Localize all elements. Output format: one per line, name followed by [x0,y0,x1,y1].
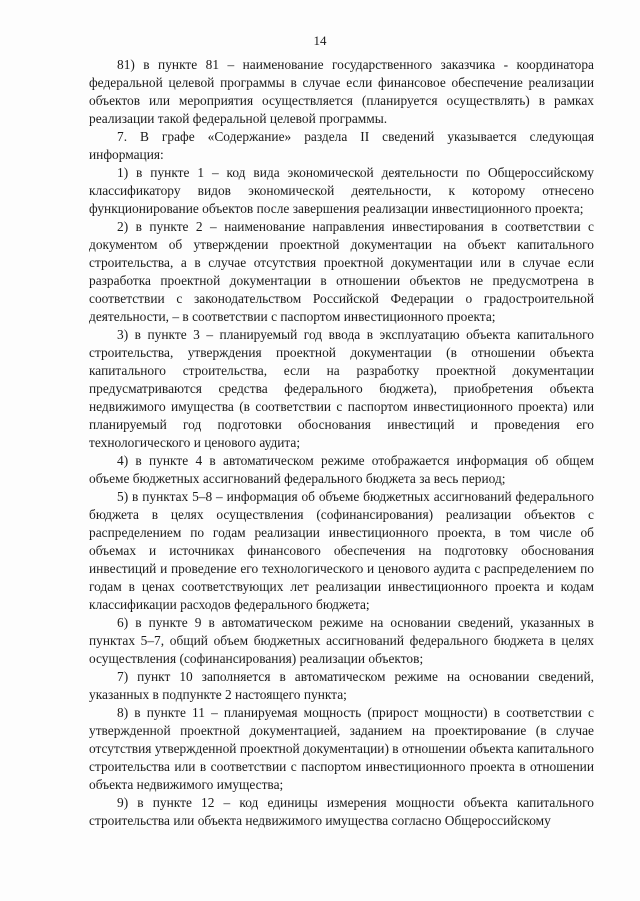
page-number: 14 [313,33,327,48]
paragraph-item-7: 7) пункт 10 заполняется в автоматическом режиме на основании сведений, указанных в подпункте 2 настоящего пункта; [89,669,594,702]
paragraph-item-4: 4) в пункте 4 в автоматическом режиме отображается информация об общем объеме бюджетных ассигнований федерального бюджета за весь период; [89,453,594,486]
paragraph-section-7: 7. В графе «Содержание» раздела II сведений указывается следующая информация: [89,129,594,162]
paragraph-item-6: 6) в пункте 9 в автоматическом режиме на основании сведений, указанных в пунктах 5–7, общий объем бюджетных ассигнований федерального бюджета в целях осуществления (софинансирования) реализации объектов; [89,615,594,666]
paragraph-item-9: 9) в пункте 12 – код единицы измерения мощности объекта капитального строительства или объекта недвижимого имущества согласно Общероссийскому [89,795,594,828]
paragraph-81: 81) в пункте 81 – наименование государственного заказчика - координатора федеральной целевой программы в случае если финансовое обеспечение реализации объектов или мероприятия осуществляется (планируется осуществлять) в рамках реализации такой федеральной целевой программы. [89,57,594,126]
paragraph-item-3: 3) в пункте 3 – планируемый год ввода в эксплуатацию объекта капитального строительства, утверждения проектной документации (в отношении объекта капитального строительства, если на разработку проектной документации предусматриваются средства федерального бюджета), приобретения объекта недвижимого имущества (в соответствии с паспортом инвестиционного проекта) или планируемый год подготовки обоснования инвестиций и проведения его технологического и ценового аудита; [89,327,594,450]
paragraph-item-5: 5) в пунктах 5–8 – информация об объеме бюджетных ассигнований федерального бюджета в целях осуществления (софинансирования) реализации объектов с распределением по годам реализации инвестиционного проекта, в том числе об объемах и источниках финансового обеспечения на подготовку обоснования инвестиций и проведение его технологического и ценового аудита с распределением по годам в ценах соответствующих лет реализации инвестиционного проекта и кодам классификации расходов федерального бюджета; [89,489,594,612]
paragraph-item-1: 1) в пункте 1 – код вида экономической деятельности по Общероссийскому классификатору видов экономической деятельности, к которому отнесено функционирование объектов после завершения реализации инвестиционного проекта; [89,165,594,216]
paragraph-item-8: 8) в пункте 11 – планируемая мощность (прирост мощности) в соответствии с утвержденной проектной документацией, заданием на проектирование (в случае отсутствия утвержденной проектной документации) в отношении объекта капитального строительства или в соответствии с паспортом инвестиционного проекта в отношении объекта недвижимого имущества; [89,705,594,792]
body-text [89,56,594,830]
paragraph-item-2: 2) в пункте 2 – наименование направления инвестирования в соответствии с документом об утверждении проектной документации на объект капитального строительства, а в случае отсутствия проектной документации или в случае если разработка проектной документации в отношении объектов не предусмотрена в соответствии с законодательством Российской Федерации о градостроительной деятельности, – в соответствии с паспортом инвестиционного проекта; [89,219,594,324]
